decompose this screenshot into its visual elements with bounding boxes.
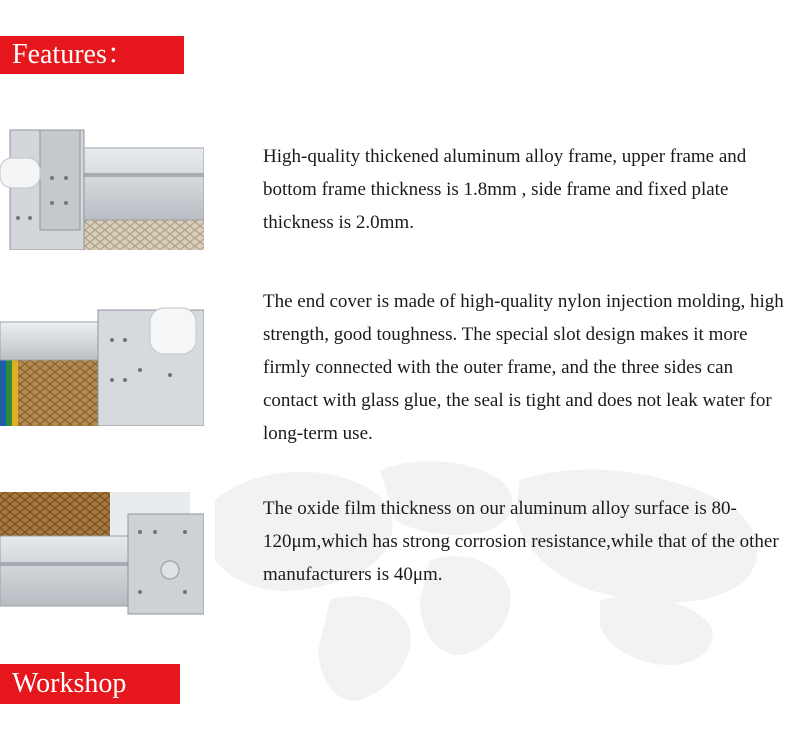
frame-corner-top-photo bbox=[0, 118, 204, 250]
frame-corner-bottom-photo bbox=[0, 492, 204, 622]
workshop-heading: Workshop bbox=[0, 664, 180, 704]
feature-text-oxide-film: The oxide film thickness on our aluminum alloy surface is 80-120μm,which has strong corrosion resistance,while that of the other manufacturers is 40μm. bbox=[263, 498, 779, 585]
features-heading: Features： bbox=[0, 36, 184, 74]
end-cover-photo bbox=[0, 300, 204, 426]
feature-text-end-cover: The end cover is made of high-quality nylon injection molding, high strength, good toughness. The special slot design makes it more firmly connected with the outer frame, and the three sides can contact with glass glue, the seal is tight and does not leak water for long-term use. bbox=[263, 291, 784, 444]
feature-text-frame: High-quality thickened aluminum alloy frame, upper frame and bottom frame thickness is 1.8mm , side frame and fixed plate thickness is 2.0mm. bbox=[263, 146, 747, 233]
